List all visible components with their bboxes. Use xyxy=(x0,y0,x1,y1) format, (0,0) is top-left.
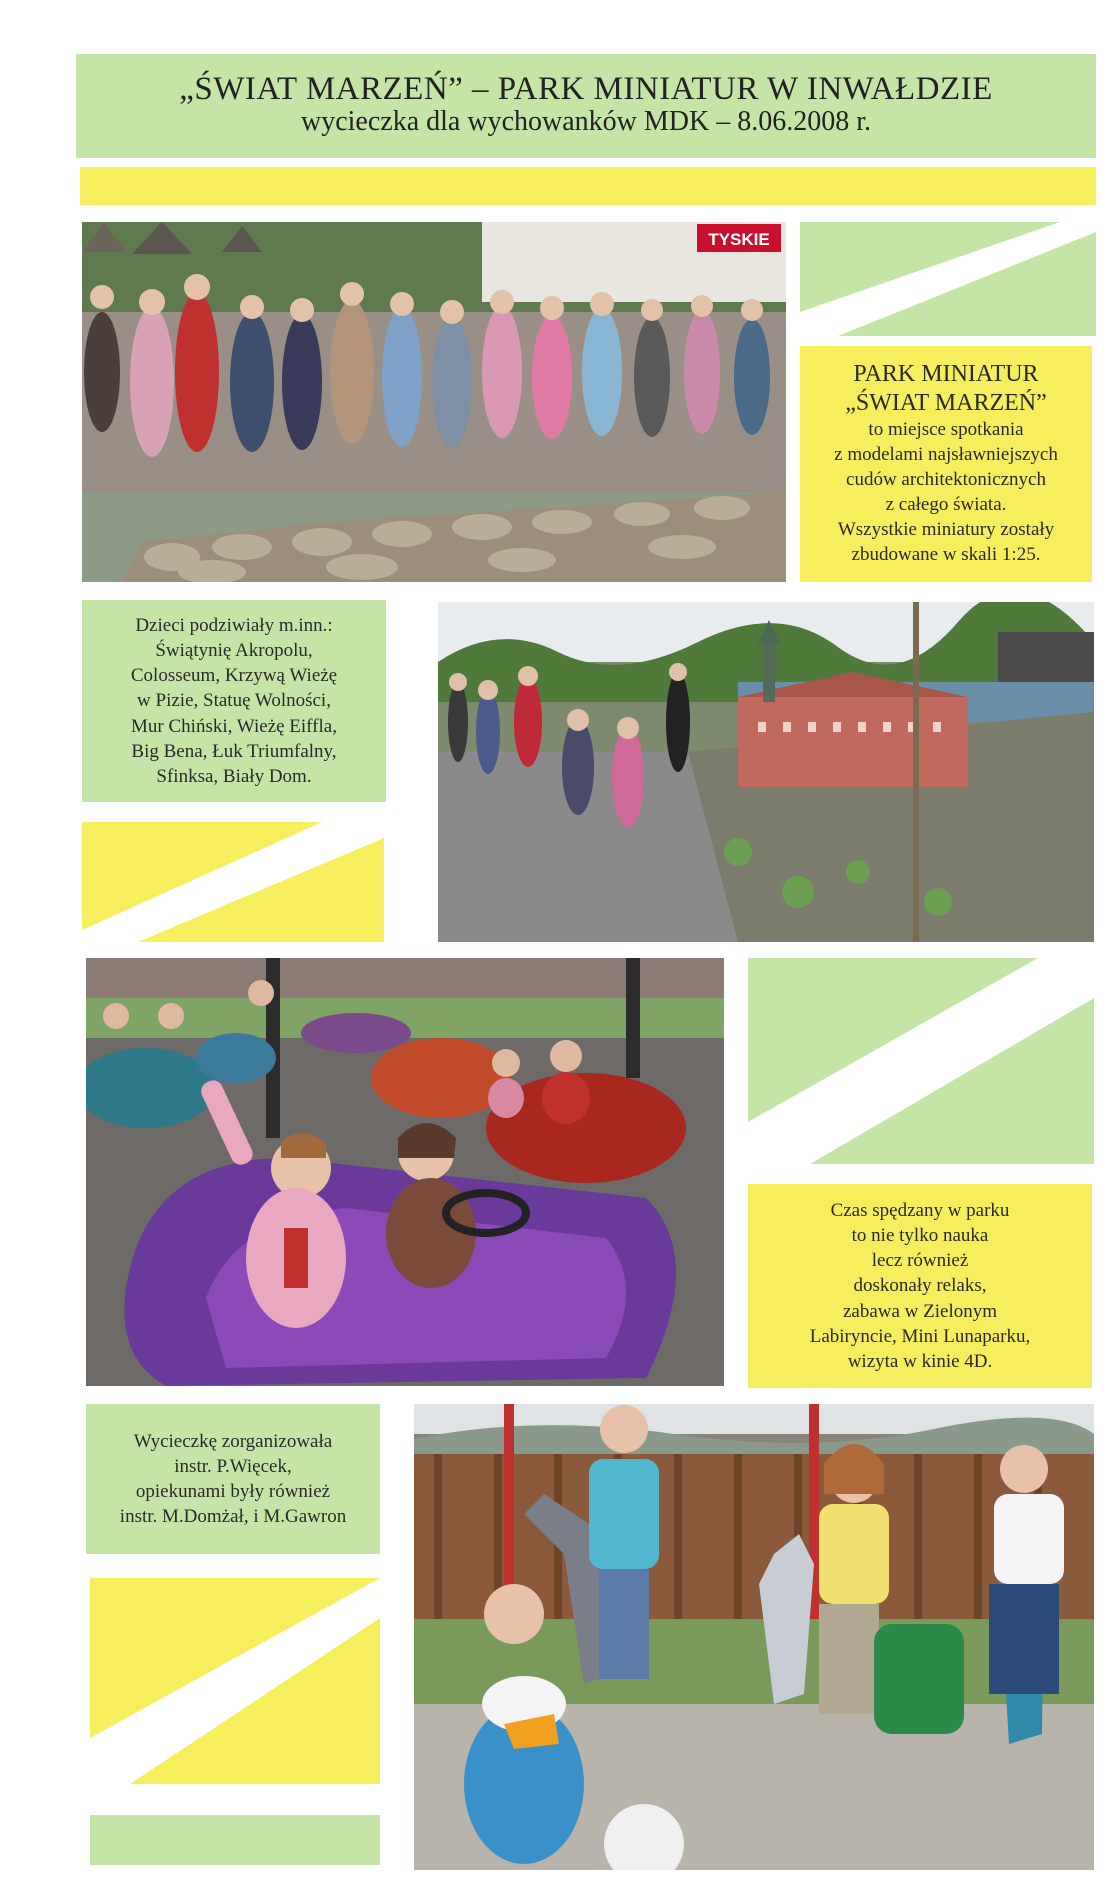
decorative-stripes-4 xyxy=(90,1578,380,1784)
sights-line: Big Bena, Łuk Triumfalny, xyxy=(131,740,337,762)
fun-line: to nie tylko nauka xyxy=(851,1225,989,1247)
decorative-stripes-1 xyxy=(800,222,1096,336)
fun-line: wizyta w kinie 4D. xyxy=(847,1350,993,1372)
organizers-line: instr. P.Więcek, xyxy=(174,1455,292,1477)
caption-organizers xyxy=(86,1404,380,1554)
page-title: „ŚWIAT MARZEŃ” – PARK MINIATUR W INWAŁDZIE xyxy=(179,71,993,107)
photo-carousel xyxy=(414,1404,1094,1870)
sights-line: w Pizie, Statuę Wolności, xyxy=(137,690,331,712)
page-subtitle: wycieczka dla wychowanków MDK – 8.06.2008 r. xyxy=(301,105,871,137)
yellow-strip-top xyxy=(80,167,1096,205)
park-heading-2: „ŚWIAT MARZEŃ” xyxy=(845,389,1047,416)
decorative-stripes-2 xyxy=(82,822,384,942)
fun-line: lecz również xyxy=(871,1250,969,1272)
organizers-line: Wycieczkę zorganizowała xyxy=(133,1430,333,1452)
photo-group-image xyxy=(82,222,786,582)
photo-miniature-castle xyxy=(438,602,1094,942)
tyskie-sign: TYSKIE xyxy=(708,230,770,249)
fun-line: doskonały relaks, xyxy=(853,1275,987,1297)
green-strip-bottom xyxy=(90,1815,380,1865)
sights-line: Colosseum, Krzywą Wieżę xyxy=(130,665,338,687)
caption-sights xyxy=(82,600,386,802)
fun-line: zabawa w Zielonym xyxy=(842,1300,998,1322)
title-banner xyxy=(76,54,1096,158)
park-line: z całego świata. xyxy=(885,494,1007,516)
park-heading-1: PARK MINIATUR xyxy=(853,361,1039,388)
caption-fun xyxy=(748,1184,1092,1388)
photo-carousel-image xyxy=(414,1404,1094,1870)
sights-line: Świątynię Akropolu, xyxy=(155,640,313,662)
photo-castle-image xyxy=(438,602,1094,942)
park-line: zbudowane w skali 1:25. xyxy=(851,544,1041,566)
park-line: z modelami najsławniejszych xyxy=(834,444,1058,466)
sights-line: Sfinksa, Biały Dom. xyxy=(156,765,312,787)
organizers-line: opiekunami były również xyxy=(135,1481,331,1502)
sights-line: Mur Chiński, Wieżę Eiffla, xyxy=(131,715,337,737)
fun-line: Czas spędzany w parku xyxy=(830,1200,1010,1222)
caption-park xyxy=(800,346,1092,582)
photo-bumper-image xyxy=(86,958,724,1386)
organizers-line: instr. M.Domżał, i M.Gawron xyxy=(119,1506,347,1528)
park-line: Wszystkie miniatury zostały xyxy=(837,519,1055,541)
park-line: cudów architektonicznych xyxy=(846,469,1046,491)
park-line: to miejsce spotkania xyxy=(868,419,1024,441)
sights-line: Dzieci podziwiały m.inn.: xyxy=(135,615,333,637)
photo-group-of-children xyxy=(82,222,786,582)
photo-bumper-cars xyxy=(86,958,724,1386)
decorative-stripes-3 xyxy=(748,958,1094,1164)
fun-line: Labiryncie, Mini Lunaparku, xyxy=(809,1325,1031,1347)
